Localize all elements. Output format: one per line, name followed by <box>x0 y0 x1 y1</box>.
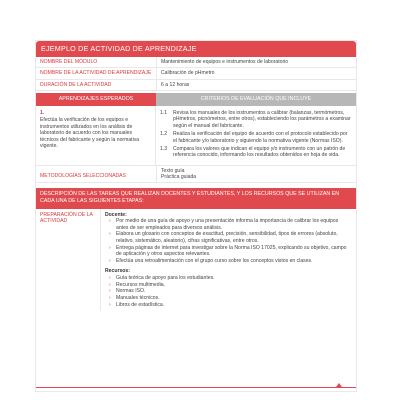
method-item: Texto guía <box>161 167 185 174</box>
bullet-arrow-icon: › <box>109 257 111 264</box>
resource-item <box>105 282 352 289</box>
module-value: Mantenimiento de equipos e instrumentos de laboratorio <box>156 57 356 67</box>
activity-value: Calibración de pHmetro <box>156 68 356 78</box>
preparation-label: PREPARACIÓN DE LA ACTIVIDAD <box>40 211 93 224</box>
preparation-row <box>36 209 356 312</box>
section-headers <box>36 93 356 106</box>
tasks-description-banner: DESCRIPCIÓN DE LAS TAREAS QUE REALIZAN DOCENTES Y ESTUDIANTES, Y LOS RECURSOS QUE SE UTILIZAN EN CADA UNA DE LAS SIGUIENTES ETAPAS: <box>36 188 356 208</box>
criterion-number: 1.3 <box>160 145 168 152</box>
resource-item <box>105 275 352 282</box>
learning-number: 1. <box>40 110 45 117</box>
teacher-task-text: Entrega páginas de internet para investigar sobre la Norma ISO 17025, explicando su objetivo, campo de aplicación y otros aspectos relevantes. <box>116 244 347 258</box>
caret-up-icon <box>336 383 342 387</box>
criteria-header: CRITERIOS DE EVALUACIÓN QUE INCLUYE <box>156 93 356 106</box>
criterion-text: Realiza la verificación del equipo de acuerdo con el protocolo establecido por el fabricante y/o laboratorio y siguiendo la normativa vigente (Normas ISO). <box>173 131 348 144</box>
resources-heading: Recursos: <box>105 268 130 275</box>
resource-text: Normas ISO. <box>116 288 146 295</box>
activity-sheet <box>35 40 357 392</box>
bullet-arrow-icon: › <box>109 275 111 282</box>
bullet-arrow-icon: › <box>109 288 111 295</box>
resource-text: Manuales técnicos. <box>116 294 160 301</box>
bottom-divider <box>36 387 356 388</box>
bullet-arrow-icon: › <box>109 281 111 288</box>
criterion-item <box>160 146 352 159</box>
method-item: Práctica guiada <box>161 173 197 180</box>
teacher-task-item <box>105 218 352 231</box>
info-row-duration <box>36 80 356 91</box>
methods-values <box>156 166 356 183</box>
criterion-text: Compara los valores que indican el equipo y/o instrumento con un patrón de referencia conocido, informando los resultados obtenidos en hoja de vida. <box>173 145 346 159</box>
duration-label: DURACIÓN DE LA ACTIVIDAD <box>40 81 112 88</box>
bullet-arrow-icon: › <box>109 244 111 251</box>
teacher-task-text: Efectúa una retroalimentación con el grupo curso sobre los conceptos vistos en clases. <box>116 257 313 264</box>
criterion-item <box>160 110 352 129</box>
teacher-task-item <box>105 245 352 258</box>
criterion-number: 1.2 <box>160 131 168 138</box>
learning-criteria-row <box>36 106 356 166</box>
learning-outcome <box>36 106 156 165</box>
resource-item <box>105 295 352 302</box>
module-label: NOMBRE DEL MÓDULO <box>40 59 98 65</box>
criterion-number: 1.1 <box>160 110 168 117</box>
duration-value: 6 a 12 horas <box>156 80 356 90</box>
criteria-list <box>156 106 356 165</box>
criterion-text: Revisa los manuales de los instrumentos a calibrar (balanzas, termómetros, pHmetros, picnómetros, entre otros), estableciendo los parámetros a examinar según el manual del fabricante. <box>173 110 351 129</box>
teacher-task-item <box>105 231 352 244</box>
learning-text: Efectúa la verificación de los equipos e instrumentos utilizados en los análisis de laboratorio de acuerdo con los manuales técnicos del fabricante y según la normativa vigente. <box>40 117 140 149</box>
activity-label: NOMBRE DE LA ACTIVIDAD DE APRENDIZAJE <box>40 70 152 77</box>
preparation-body <box>100 209 356 312</box>
bullet-arrow-icon: › <box>109 218 111 225</box>
bullet-arrow-icon: › <box>109 301 111 308</box>
resource-item <box>105 302 352 309</box>
criterion-item <box>160 131 352 144</box>
info-row-activity <box>36 68 356 79</box>
info-row-module <box>36 57 356 68</box>
teacher-task-text: Por medio de una guía de apoyo y una presentación informa la importancia de calibrar los equipos antes de ser empleados para diversos análisis. <box>116 218 339 231</box>
teacher-task-text: Elabora un glosario con conceptos de exactitud, precisión, sensibilidad, tipos de errores (absoluto, relativo, sistemático, aleatorio), cifras significativas, entre otros. <box>116 231 338 245</box>
resource-text: Recursos multimedia. <box>116 281 165 288</box>
methods-label: METODOLOGÍAS SELECCIONADAS <box>40 172 126 179</box>
sheet-title: EJEMPLO DE ACTIVIDAD DE APRENDIZAJE <box>36 41 356 57</box>
methods-row <box>36 166 356 184</box>
bullet-arrow-icon: › <box>109 294 111 301</box>
resource-text: Libros de estadística. <box>116 301 165 308</box>
teacher-task-item <box>105 258 352 265</box>
bullet-arrow-icon: › <box>109 231 111 238</box>
teacher-heading: Docente: <box>105 211 127 218</box>
resource-text: Guía teórica de apoyo para los estudiantes. <box>116 275 215 282</box>
resource-item <box>105 288 352 295</box>
learning-header: APRENDIZAJES ESPERADOS <box>36 93 156 106</box>
